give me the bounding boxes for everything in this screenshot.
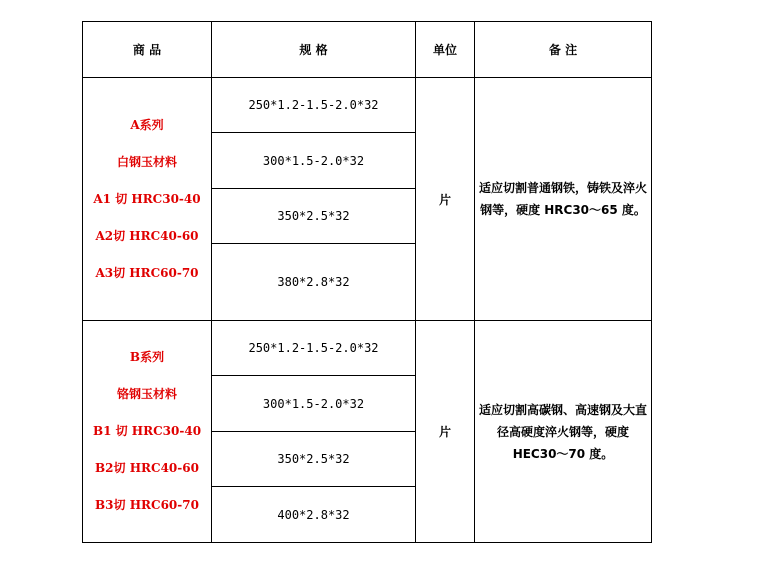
header-spec: 规 格 bbox=[212, 22, 416, 78]
spec-cell: 350*2.5*32 bbox=[212, 189, 416, 244]
spec-cell: 350*2.5*32 bbox=[212, 432, 416, 487]
spec-cell: 300*1.5-2.0*32 bbox=[212, 133, 416, 189]
product-line: 白钢玉材料 bbox=[116, 154, 177, 169]
product-cell-a bbox=[83, 78, 212, 321]
header-note: 备 注 bbox=[475, 22, 652, 78]
product-line: B系列 bbox=[129, 350, 165, 364]
header-unit: 单位 bbox=[416, 22, 475, 78]
unit-cell: 片 bbox=[416, 321, 475, 543]
product-line: A系列 bbox=[130, 117, 164, 132]
header-product: 商 品 bbox=[83, 22, 212, 78]
product-line: B1 切 HRC30-40 bbox=[92, 424, 202, 438]
product-spec-table bbox=[82, 21, 652, 543]
spec-cell: 380*2.8*32 bbox=[212, 244, 416, 321]
product-line: A3切 HRC60-70 bbox=[95, 265, 199, 280]
product-cell-b bbox=[83, 321, 212, 543]
product-line: B2切 HRC40-60 bbox=[95, 461, 199, 475]
spec-cell: 250*1.2-1.5-2.0*32 bbox=[212, 321, 416, 376]
note-cell: 适应切割普通钢铁，铸铁及淬火钢等，硬度 HRC30～65 度。 bbox=[475, 78, 652, 321]
note-cell: 适应切割高碳钢、高速钢及大直径高硬度淬火钢等，硬度 HEC30～70 度。 bbox=[475, 321, 652, 543]
spec-cell: 400*2.8*32 bbox=[212, 487, 416, 543]
spec-cell: 300*1.5-2.0*32 bbox=[212, 376, 416, 432]
table-row bbox=[83, 321, 652, 376]
product-line: A2切 HRC40-60 bbox=[95, 228, 199, 243]
product-line: 铬钢玉材料 bbox=[116, 387, 177, 401]
header-row bbox=[83, 22, 652, 78]
table-row bbox=[83, 78, 652, 133]
spec-cell: 250*1.2-1.5-2.0*32 bbox=[212, 78, 416, 133]
product-line: B3切 HRC60-70 bbox=[95, 498, 199, 512]
product-line: A1 切 HRC30-40 bbox=[93, 191, 201, 206]
unit-cell: 片 bbox=[416, 78, 475, 321]
